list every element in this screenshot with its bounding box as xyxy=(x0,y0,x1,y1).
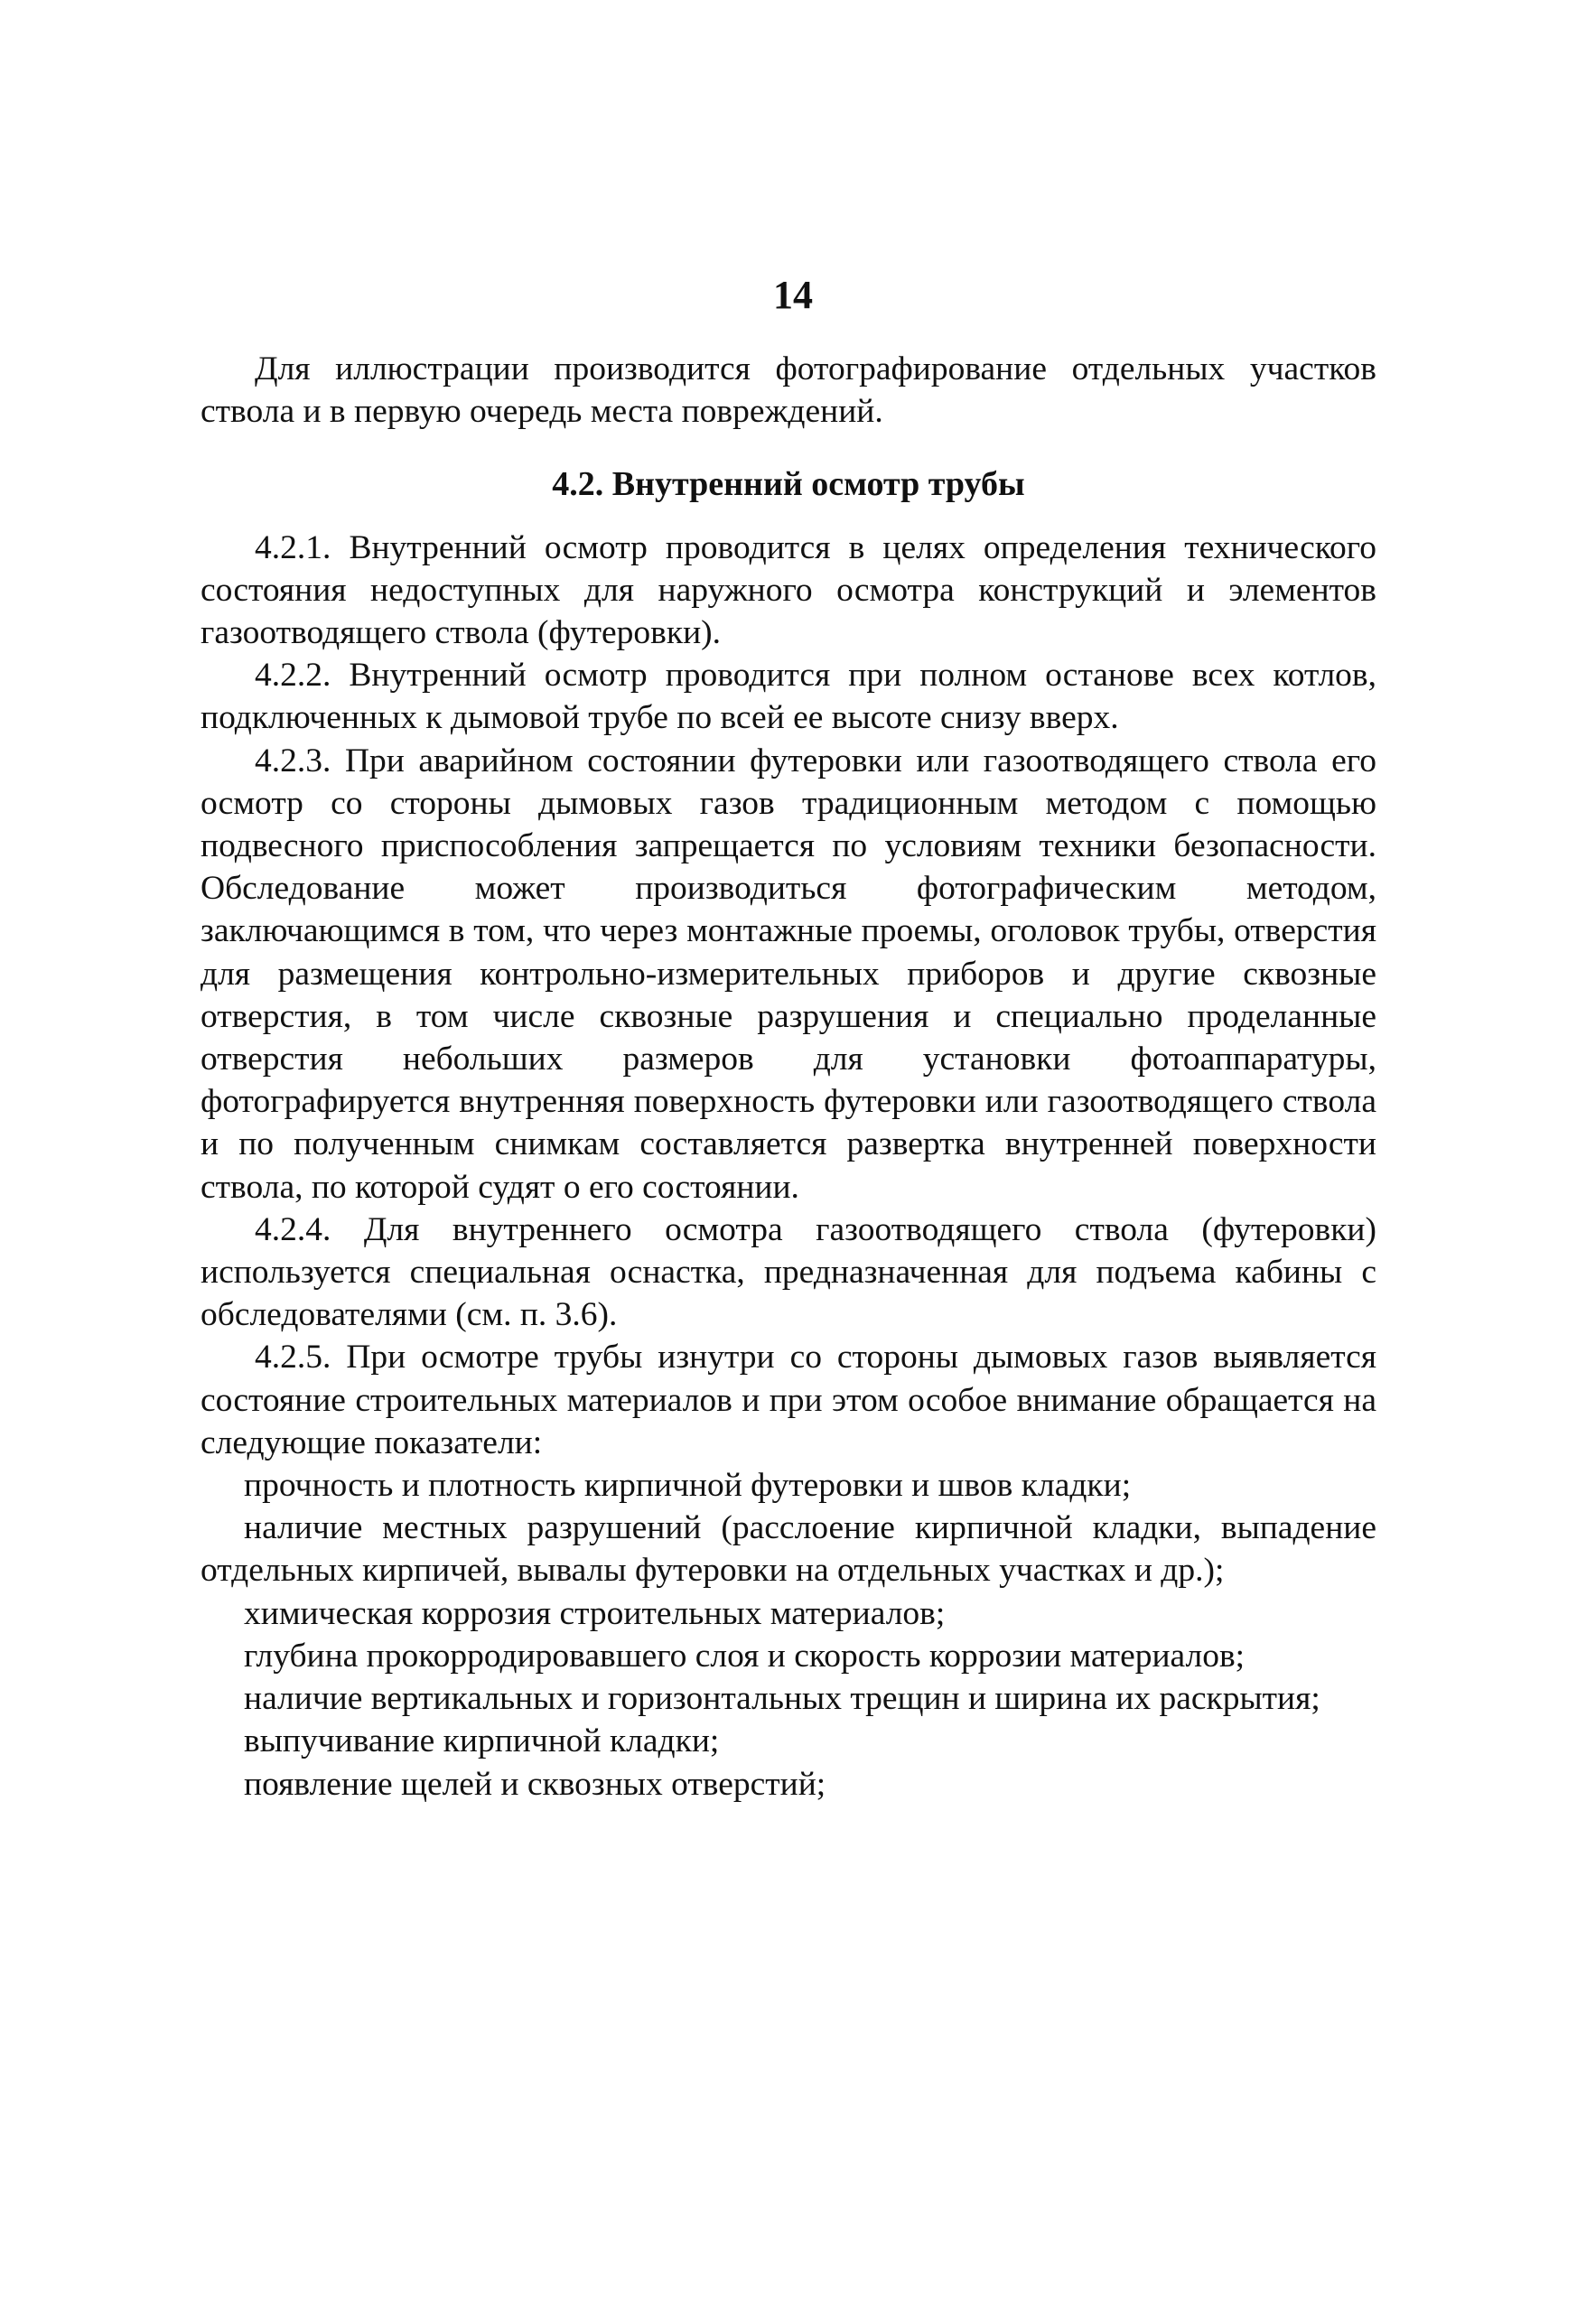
paragraph-4-2-2: 4.2.2. Внутренний осмотр проводится при полном останове всех котлов, подключенных к дымовой трубе по всей ее высоте снизу вверх. xyxy=(201,657,1376,737)
paragraph-4-2-5: 4.2.5. При осмотре трубы изнутри со стороны дымовых газов выявляется состояние строительных материалов и при этом особое внимание обращается на следующие показатели: xyxy=(201,1339,1376,1461)
list-item: прочность и плотность кирпичной футеровки и швов кладки; xyxy=(244,1467,1132,1505)
list-item: глубина прокорродировавшего слоя и скорость коррозии материалов; xyxy=(244,1637,1245,1675)
inspection-indicators-list xyxy=(201,1464,1376,1806)
list-item: наличие местных разрушений (расслоение кирпичной кладки, выпадение отдельных кирпичей, вывалы футеровки на отдельных участках и др.); xyxy=(201,1509,1376,1590)
list-item: выпучивание кирпичной кладки; xyxy=(244,1722,720,1760)
list-item: химическая коррозия строительных материалов; xyxy=(244,1594,946,1632)
paragraph-4-2-4: 4.2.4. Для внутреннего осмотра газоотводящего ствола (футеровки) используется специальная оснастка, предназначенная для подъема кабины с обследователями (см. п. 3.6). xyxy=(201,1210,1376,1334)
page-number: 14 xyxy=(773,273,813,317)
paragraph-4-2-3: 4.2.3. При аварийном состоянии футеровки или газоотводящего ствола его осмотр со стороны дымовых газов традиционным методом с помощью подвесного приспособления запрещается по условиям техники безопасности. Обследование может производиться фотографическим методом, заключающимся в том, что через монтажные проемы, оголовок трубы, отверстия для размещения контрольно-измерительных приборов и другие сквозные отверстия, в том числе сквозные разрушения и специально проделанные отверстия небольших размеров для установки фотоаппаратуры, фотографируется внутренняя поверхность футеровки или газоотводящего ствола и по полученным снимкам составляется развертка внутренней поверхности ствола, по которой судят о его состоянии. xyxy=(201,742,1376,1206)
page-body xyxy=(201,348,1376,1806)
section-heading: 4.2. Внутренний осмотр трубы xyxy=(552,465,1025,504)
intro-paragraph: Для иллюстрации производится фотографирование отдельных участков ствола и в первую очередь места повреждений. xyxy=(201,350,1376,431)
list-item: наличие вертикальных и горизонтальных трещин и ширина их раскрытия; xyxy=(244,1680,1320,1718)
paragraph-4-2-1: 4.2.1. Внутренний осмотр проводится в целях определения технического состояния недоступных для наружного осмотра конструкций и элементов газоотводящего ствола (футеровки). xyxy=(201,528,1376,652)
list-item: появление щелей и сквозных отверстий; xyxy=(244,1765,826,1803)
